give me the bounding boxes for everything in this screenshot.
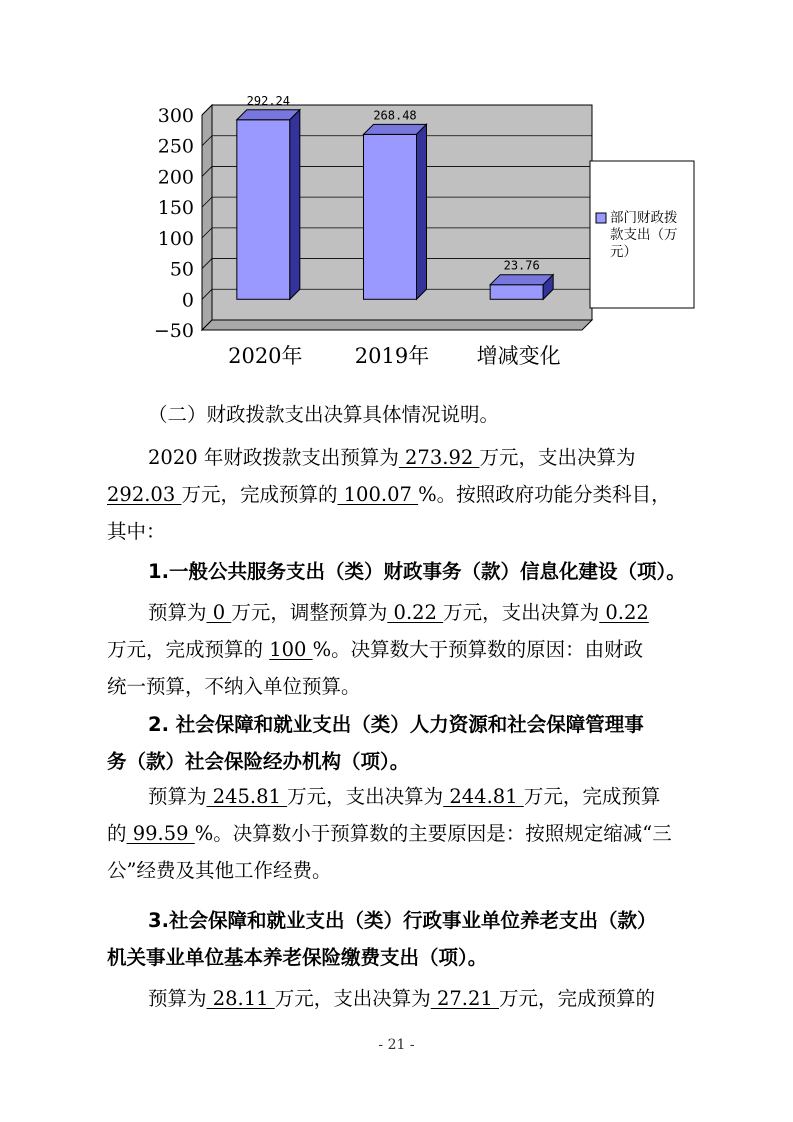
y-tick-label: −50 xyxy=(153,320,194,342)
bar-front xyxy=(364,134,417,299)
y-tick-label: 150 xyxy=(157,197,194,220)
bar-front xyxy=(490,285,543,300)
item1-paragraph xyxy=(107,594,697,705)
intro-text: 其中： xyxy=(107,520,166,543)
x-tick-label: 增减变化 xyxy=(476,344,561,368)
y-tick-label: 300 xyxy=(157,105,194,127)
item2-text: %。决算数小于预算数的主要原因是：按照规定缩减“三 xyxy=(194,822,672,845)
item1-text: 统一预算，不纳入单位预算。 xyxy=(107,675,361,698)
expenditure-bar-chart xyxy=(150,95,710,385)
plot-floor xyxy=(202,320,592,330)
item2-title-line: 2. 社会保障和就业支出（类）人力资源和社会保障管理事 xyxy=(148,713,644,736)
x-axis-labels xyxy=(228,344,561,368)
bar-side xyxy=(417,124,427,299)
item2-text: 的 xyxy=(107,822,127,845)
section-heading: （二）财政拨款支出决算具体情况说明。 xyxy=(148,403,500,426)
bar-top xyxy=(237,110,300,120)
y-tick-label: 250 xyxy=(157,135,194,158)
legend-label: 款支出（万 xyxy=(610,227,678,243)
item2-text: 公”经费及其他工作经费。 xyxy=(107,859,332,882)
y-tick-label: 50 xyxy=(169,258,194,281)
actual-value: 292.03 xyxy=(107,483,182,506)
legend-label: 元） xyxy=(610,244,637,260)
item2-text: 万元，完成预算 xyxy=(523,785,661,808)
item1-text: 万元，调整预算为 xyxy=(231,601,388,624)
item3-text: 万元，完成预算的 xyxy=(499,987,656,1010)
item2-text: 万元，支出决算为 xyxy=(287,785,444,808)
bar-top xyxy=(364,124,427,134)
bar xyxy=(364,124,427,299)
intro-paragraph xyxy=(107,439,697,550)
intro-text: 万元，完成预算的 xyxy=(181,483,338,506)
item3-title xyxy=(107,902,697,976)
bar xyxy=(237,110,300,300)
bar-top xyxy=(490,275,553,285)
bar-side xyxy=(290,110,300,300)
item2-actual: 244.81 xyxy=(443,785,524,808)
item1-text: 万元，完成预算的 xyxy=(107,638,270,661)
item1-adjusted: 0.22 xyxy=(387,601,444,624)
bar-value-label: 268.48 xyxy=(373,108,417,123)
x-tick-label: 2020年 xyxy=(228,344,303,368)
item3-text: 万元，支出决算为 xyxy=(274,987,431,1010)
item2-title-line: 务（款）社会保险经办机构（项）。 xyxy=(107,750,410,773)
x-tick-label: 2019年 xyxy=(354,344,430,368)
rate-value: 100.07 xyxy=(337,483,419,506)
bar xyxy=(490,275,553,300)
item1-text: 万元，支出决算为 xyxy=(443,601,600,624)
intro-text: %。按照政府功能分类科目， xyxy=(418,483,671,506)
bar-value-label: 23.76 xyxy=(503,258,540,273)
bar-front xyxy=(237,120,290,300)
y-tick-label: 200 xyxy=(157,166,194,189)
y-tick-label: 100 xyxy=(157,227,194,250)
item3-actual: 27.21 xyxy=(430,987,499,1010)
y-tick-label: 0 xyxy=(181,289,194,312)
item3-title-line: 3.社会保障和就业支出（类）行政事业单位养老支出（款） xyxy=(148,909,657,932)
item1-actual: 0.22 xyxy=(599,601,649,624)
item1-text: 预算为 xyxy=(148,601,207,624)
bar-value-label: 292.24 xyxy=(246,95,291,108)
intro-text: 2020 年财政拨款支出预算为 xyxy=(148,446,399,469)
item1-budget: 0 xyxy=(206,601,232,624)
item2-text: 预算为 xyxy=(148,785,207,808)
item3-text: 预算为 xyxy=(148,987,207,1010)
item1-title: 1.一般公共服务支出（类）财政事务（款）信息化建设（项）。 xyxy=(148,560,686,583)
legend-label: 部门财政拨 xyxy=(610,210,678,226)
legend-swatch xyxy=(596,213,606,223)
item3-budget: 28.11 xyxy=(206,987,275,1010)
plot-side-wall xyxy=(202,105,212,330)
page-number: - 21 - xyxy=(378,1037,415,1053)
intro-text: 万元，支出决算为 xyxy=(479,446,636,469)
item2-rate: 99.59 xyxy=(126,822,195,845)
item2-title xyxy=(107,706,697,780)
item1-text: %。决算数大于预算数的原因：由财政 xyxy=(312,638,644,661)
y-axis-ticks xyxy=(154,105,194,342)
item3-paragraph xyxy=(107,980,697,1017)
item3-title-line: 机关事业单位基本养老保险缴费支出（项）。 xyxy=(107,946,488,969)
item1-rate: 100 xyxy=(269,638,313,661)
item2-paragraph xyxy=(107,778,697,889)
legend xyxy=(590,161,694,308)
budget-value: 273.92 xyxy=(398,446,480,469)
item2-budget: 245.81 xyxy=(206,785,288,808)
